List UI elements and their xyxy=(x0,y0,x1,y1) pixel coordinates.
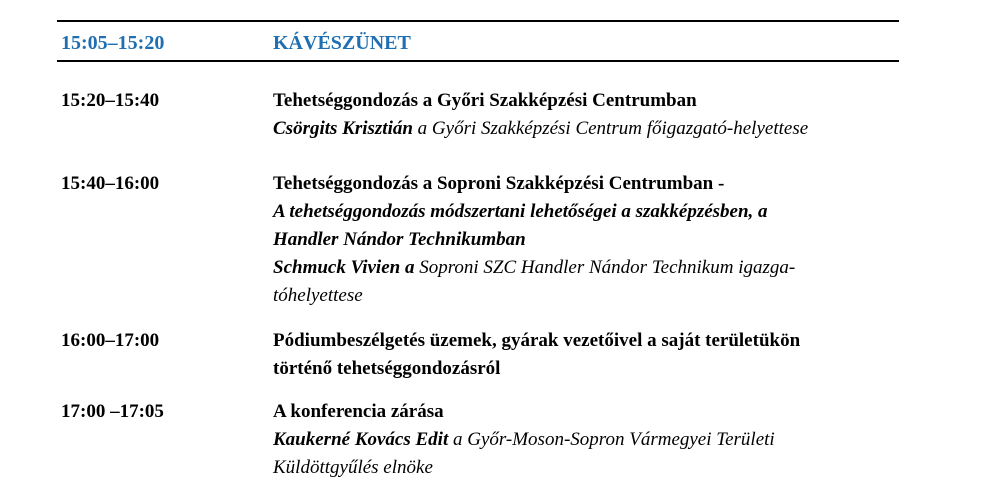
session-speaker xyxy=(273,426,913,454)
speaker-role-continued: tóhelyettese xyxy=(273,285,363,306)
session-title-line-2: történő tehetséggondozásról xyxy=(273,358,501,379)
table-header-rule xyxy=(57,60,899,62)
break-time: 15:05–15:20 xyxy=(61,32,165,54)
speaker-name: Csörgits Krisztián xyxy=(273,118,413,139)
session-subtitle-line-2: Handler Nándor Technikumban xyxy=(273,229,526,250)
session-content xyxy=(273,170,913,310)
session-title: Tehetséggondozás a Soproni Szakképzési Centrumban - xyxy=(273,173,725,194)
speaker-role: a Győr-Moson-Sopron Vármegyei Területi xyxy=(448,429,775,450)
table-top-rule xyxy=(57,20,899,22)
session-time: 17:00 –17:05 xyxy=(61,401,164,422)
speaker-name: Kaukerné Kovács Edit xyxy=(273,429,449,450)
session-subtitle-line-1: A tehetséggondozás módszertani lehetőségei a szakképzésben, a xyxy=(273,201,768,222)
speaker-role-continued: Küldöttgyűlés elnöke xyxy=(273,457,433,478)
session-content xyxy=(273,398,913,482)
speaker-role: Soproni SZC Handler Nándor Technikum igazga- xyxy=(414,257,796,278)
break-title-text: KÁVÉSZÜNET xyxy=(273,32,411,54)
break-title xyxy=(273,29,913,57)
session-time: 15:40–16:00 xyxy=(61,173,160,194)
session-speaker xyxy=(273,254,913,282)
session-speaker xyxy=(273,115,913,143)
session-time: 15:20–15:40 xyxy=(61,90,160,111)
session-content xyxy=(273,327,913,383)
session-content xyxy=(273,87,913,143)
session-title-line-1: Pódiumbeszélgetés üzemek, gyárak vezetőivel a saját területükön xyxy=(273,330,801,351)
speaker-role: a Győri Szakképzési Centrum főigazgató-helyettese xyxy=(412,118,809,139)
speaker-name: Schmuck Vivien a xyxy=(273,257,415,278)
session-title: A konferencia zárása xyxy=(273,401,444,422)
session-title: Tehetséggondozás a Győri Szakképzési Centrumban xyxy=(273,90,697,111)
session-time: 16:00–17:00 xyxy=(61,330,160,351)
